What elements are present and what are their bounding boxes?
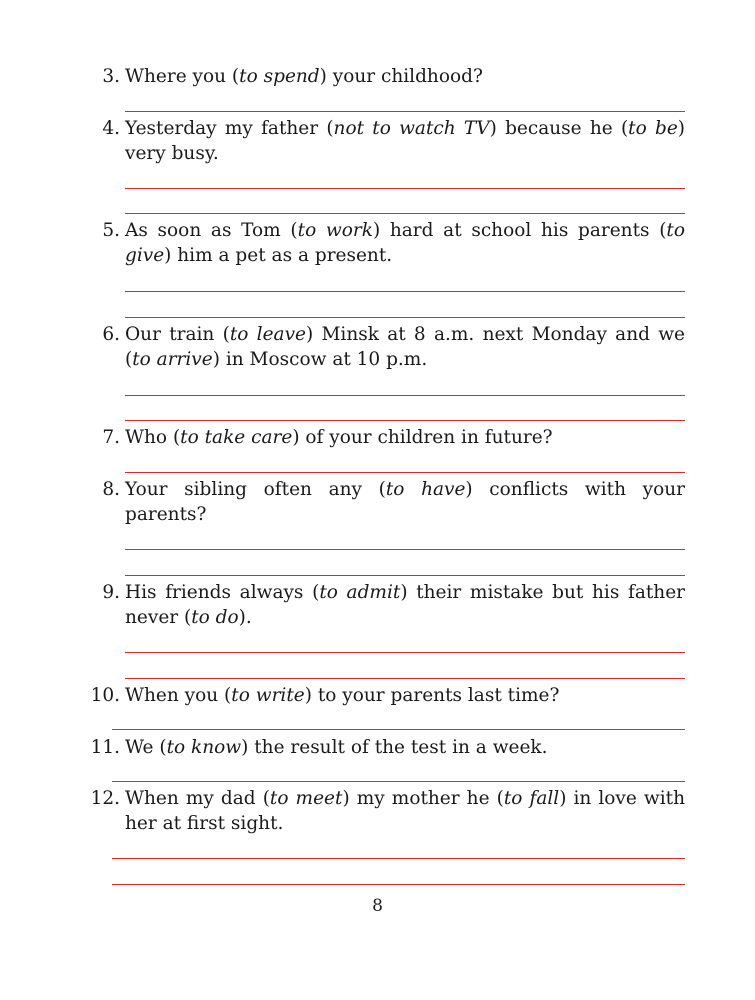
exercise-text: Where you (to spend) your childhood? — [125, 66, 483, 87]
exercise-text: Who (to take care) of your children in future? — [125, 427, 553, 448]
exercise-text: We (to know) the result of the test in a week. — [125, 737, 548, 758]
answer-line[interactable] — [112, 729, 685, 730]
exercise-number: 6. — [102, 324, 120, 345]
answer-line[interactable] — [125, 549, 685, 550]
answer-line[interactable] — [112, 781, 685, 782]
answer-line[interactable] — [125, 575, 685, 576]
answer-line[interactable] — [112, 884, 685, 885]
exercise-number: 11. — [90, 737, 120, 758]
exercise-number: 8. — [102, 479, 120, 500]
exercise-number: 12. — [90, 788, 120, 809]
answer-line[interactable] — [125, 678, 685, 679]
page-number: 8 — [372, 896, 383, 916]
answer-line[interactable] — [125, 111, 685, 112]
answer-line[interactable] — [125, 652, 685, 653]
answer-line[interactable] — [125, 188, 685, 189]
exercise-number: 10. — [90, 685, 120, 706]
answer-line[interactable] — [125, 395, 685, 396]
exercise-number: 4. — [102, 118, 120, 139]
answer-line[interactable] — [125, 291, 685, 292]
answer-line[interactable] — [125, 472, 685, 473]
exercise-text: As soon as Tom (to work) hard at school his parents (to give) him a pet as a present. — [125, 220, 685, 266]
exercise-number: 3. — [102, 66, 120, 87]
exercise-text: Our train (to leave) Minsk at 8 a.m. next Monday and we (to arrive) in Moscow at 10 p.m. — [125, 324, 685, 370]
exercise-number: 5. — [102, 220, 120, 241]
exercise-text: When my dad (to meet) my mother he (to fall) in love with her at first sight. — [125, 788, 685, 834]
exercise-number: 9. — [102, 582, 120, 603]
exercise-text: Yesterday my father (not to watch TV) because he (to be) very busy. — [125, 118, 685, 164]
exercise-number: 7. — [102, 427, 120, 448]
exercise-text: Your sibling often any (to have) conflicts with your parents? — [125, 479, 685, 525]
answer-line[interactable] — [125, 213, 685, 214]
exercise-text: When you (to write) to your parents last time? — [125, 685, 560, 706]
answer-line[interactable] — [125, 420, 685, 421]
answer-line[interactable] — [112, 858, 685, 859]
answer-line[interactable] — [125, 317, 685, 318]
exercise-text: His friends always (to admit) their mistake but his father never (to do). — [125, 582, 685, 628]
